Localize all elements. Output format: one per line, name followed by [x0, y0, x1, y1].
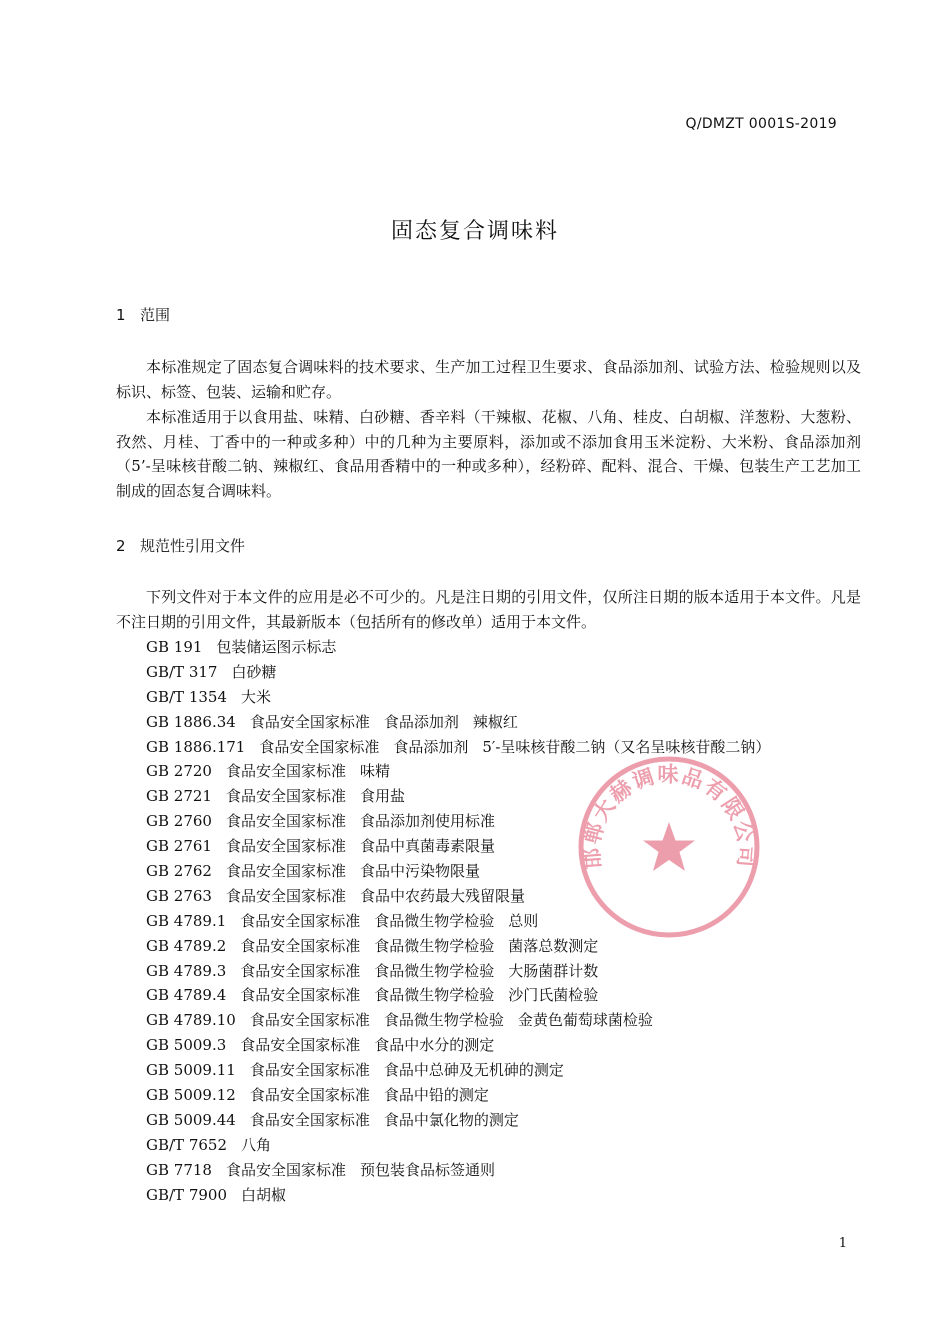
page-number: 1	[838, 1236, 847, 1251]
reference-title-part: 食品安全国家标准	[249, 1061, 370, 1080]
reference-title-part: 食品安全国家标准	[249, 1011, 370, 1030]
reference-title-part: 食品安全国家标准	[259, 737, 380, 756]
reference-title-part: 5′-呈味核苷酸二钠（又名呈味核苷酸二钠）	[482, 737, 771, 756]
seal-text: 邯郸大赫调味品有限公司	[579, 762, 759, 870]
section-number: 1	[116, 306, 126, 324]
section-number: 2	[116, 537, 126, 555]
section-title: 规范性引用文件	[140, 537, 246, 555]
reference-title-part: 食品安全国家标准	[240, 936, 361, 955]
reference-code: GB 4789.2	[146, 936, 227, 955]
reference-code: GB 5009.44	[146, 1110, 236, 1129]
reference-code: GB 5009.3	[146, 1036, 227, 1055]
reference-title-part: 八角	[241, 1135, 272, 1154]
document-code: Q/DMZT 0001S-2019	[685, 116, 837, 132]
section-title: 范围	[140, 306, 171, 324]
reference-code: GB 5009.11	[146, 1061, 236, 1080]
reference-title-part: 大肠菌群计数	[508, 961, 599, 980]
reference-title-part: 食品微生物学检验	[374, 911, 495, 930]
reference-title-part: 食品中农药最大残留限量	[359, 886, 525, 905]
reference-title-part: 食品中水分的测定	[374, 1036, 495, 1055]
reference-title-part: 食品安全国家标准	[240, 986, 361, 1005]
reference-code: GB 2760	[146, 812, 212, 831]
section-heading-scope	[116, 304, 170, 325]
reference-title-part: 食品安全国家标准	[225, 837, 346, 856]
reference-title-part: 沙门氏菌检验	[508, 986, 599, 1005]
reference-code: GB 5009.12	[146, 1086, 236, 1105]
reference-code: GB/T 317	[146, 662, 218, 681]
reference-title-part: 大米	[241, 687, 272, 706]
reference-title-part: 包装储运图示标志	[216, 638, 337, 656]
scope-paragraph-1: 本标准规定了固态复合调味料的技术要求、生产加工过程卫生要求、食品添加剂、试验方法、检验规则以及标识、标签、包装、运输和贮存。	[116, 358, 861, 401]
reference-code: GB 4789.10	[146, 1011, 236, 1030]
reference-code: GB 1886.171	[146, 737, 246, 756]
reference-code: GB 2763	[146, 886, 212, 905]
reference-title-part: 金黄色葡萄球菌检验	[517, 1011, 653, 1030]
reference-title-part: 食品微生物学检验	[374, 986, 495, 1005]
reference-title-part: 食用盐	[359, 787, 405, 806]
company-seal	[574, 752, 764, 942]
reference-title-part: 食品安全国家标准	[240, 961, 361, 980]
reference-title-part: 预包装食品标签通则	[359, 1160, 495, 1179]
page-title: 固态复合调味料	[390, 219, 559, 244]
reference-title-part: 食品安全国家标准	[225, 812, 346, 831]
reference-title-part: 食品中铅的测定	[383, 1086, 489, 1105]
reference-item	[146, 635, 784, 660]
reference-item	[146, 660, 784, 685]
reference-item	[146, 1158, 784, 1183]
section-heading-references	[116, 535, 245, 556]
references-intro-paragraph: 下列文件对于本文件的应用是必不可少的。凡是注日期的引用文件，仅所注日期的版本适用于本文件。凡是不注日期的引用文件，其最新版本（包括所有的修改单）适用于本文件。	[116, 588, 861, 631]
reference-item	[146, 1008, 784, 1033]
reference-item	[146, 1108, 784, 1133]
reference-title-part: 辣椒红	[472, 712, 518, 731]
reference-code: GB 2761	[146, 837, 212, 856]
scope-paragraph-2: 本标准适用于以食用盐、味精、白砂糖、香辛料（干辣椒、花椒、八角、桂皮、白胡椒、洋葱粉、大葱粉、孜然、月桂、丁香中的一种或多种）中的几种为主要原料，添加或不添加食用玉米淀粉、大米粉、食品添加剂（5’-呈味核苷酸二钠、辣椒红、食品用香精中的一种或多种），经粉碎、配料、混合、干燥、包装生产工艺加工制成的固态复合调味料。	[116, 408, 861, 501]
reference-title-part: 食品安全国家标准	[249, 1086, 370, 1105]
reference-title-part: 总则	[508, 911, 539, 930]
reference-code: GB/T 7900	[146, 1185, 228, 1204]
reference-item	[146, 1058, 784, 1083]
reference-title-part: 食品中氯化物的测定	[383, 1110, 519, 1129]
reference-title-part: 食品微生物学检验	[374, 961, 495, 980]
reference-code: GB 2720	[146, 762, 212, 781]
reference-code: GB 4789.1	[146, 911, 227, 930]
reference-title-part: 食品添加剂	[383, 712, 459, 731]
reference-code: GB/T 1354	[146, 687, 228, 706]
reference-code: GB 191	[146, 638, 203, 656]
reference-title-part: 食品安全国家标准	[225, 886, 346, 905]
reference-title-part: 食品安全国家标准	[225, 1160, 346, 1179]
reference-title-part: 食品中总砷及无机砷的测定	[383, 1061, 564, 1080]
reference-code: GB 7718	[146, 1160, 212, 1179]
reference-item	[146, 1033, 784, 1058]
reference-title-part: 白砂糖	[231, 662, 277, 681]
reference-code: GB/T 7652	[146, 1135, 228, 1154]
reference-item	[146, 1183, 784, 1208]
reference-code: GB 1886.34	[146, 712, 236, 731]
reference-code: GB 4789.4	[146, 986, 227, 1005]
reference-title-part: 白胡椒	[241, 1185, 287, 1204]
reference-title-part: 食品安全国家标准	[240, 911, 361, 930]
reference-title-part: 食品添加剂	[393, 737, 469, 756]
reference-title-part: 食品中污染物限量	[359, 862, 480, 881]
reference-code: GB 4789.3	[146, 961, 227, 980]
reference-title-part: 食品安全国家标准	[249, 1110, 370, 1129]
reference-item	[146, 959, 784, 984]
reference-title-part: 食品微生物学检验	[374, 936, 495, 955]
reference-title-part: 味精	[359, 762, 390, 781]
reference-code: GB 2721	[146, 787, 212, 806]
reference-item	[146, 1133, 784, 1158]
reference-title-part: 食品中真菌毒素限量	[359, 837, 495, 856]
reference-title-part: 食品安全国家标准	[225, 862, 346, 881]
reference-title-part: 菌落总数测定	[508, 936, 599, 955]
reference-code: GB 2762	[146, 862, 212, 881]
reference-title-part: 食品安全国家标准	[249, 712, 370, 731]
reference-title-part: 食品安全国家标准	[225, 787, 346, 806]
reference-item	[146, 710, 784, 735]
star-icon	[643, 822, 695, 871]
reference-title-part: 食品安全国家标准	[225, 762, 346, 781]
reference-item	[146, 983, 784, 1008]
reference-item	[146, 1083, 784, 1108]
reference-title-part: 食品添加剂使用标准	[359, 812, 495, 831]
reference-title-part: 食品安全国家标准	[240, 1036, 361, 1055]
reference-item	[146, 685, 784, 710]
reference-title-part: 食品微生物学检验	[383, 1011, 504, 1030]
